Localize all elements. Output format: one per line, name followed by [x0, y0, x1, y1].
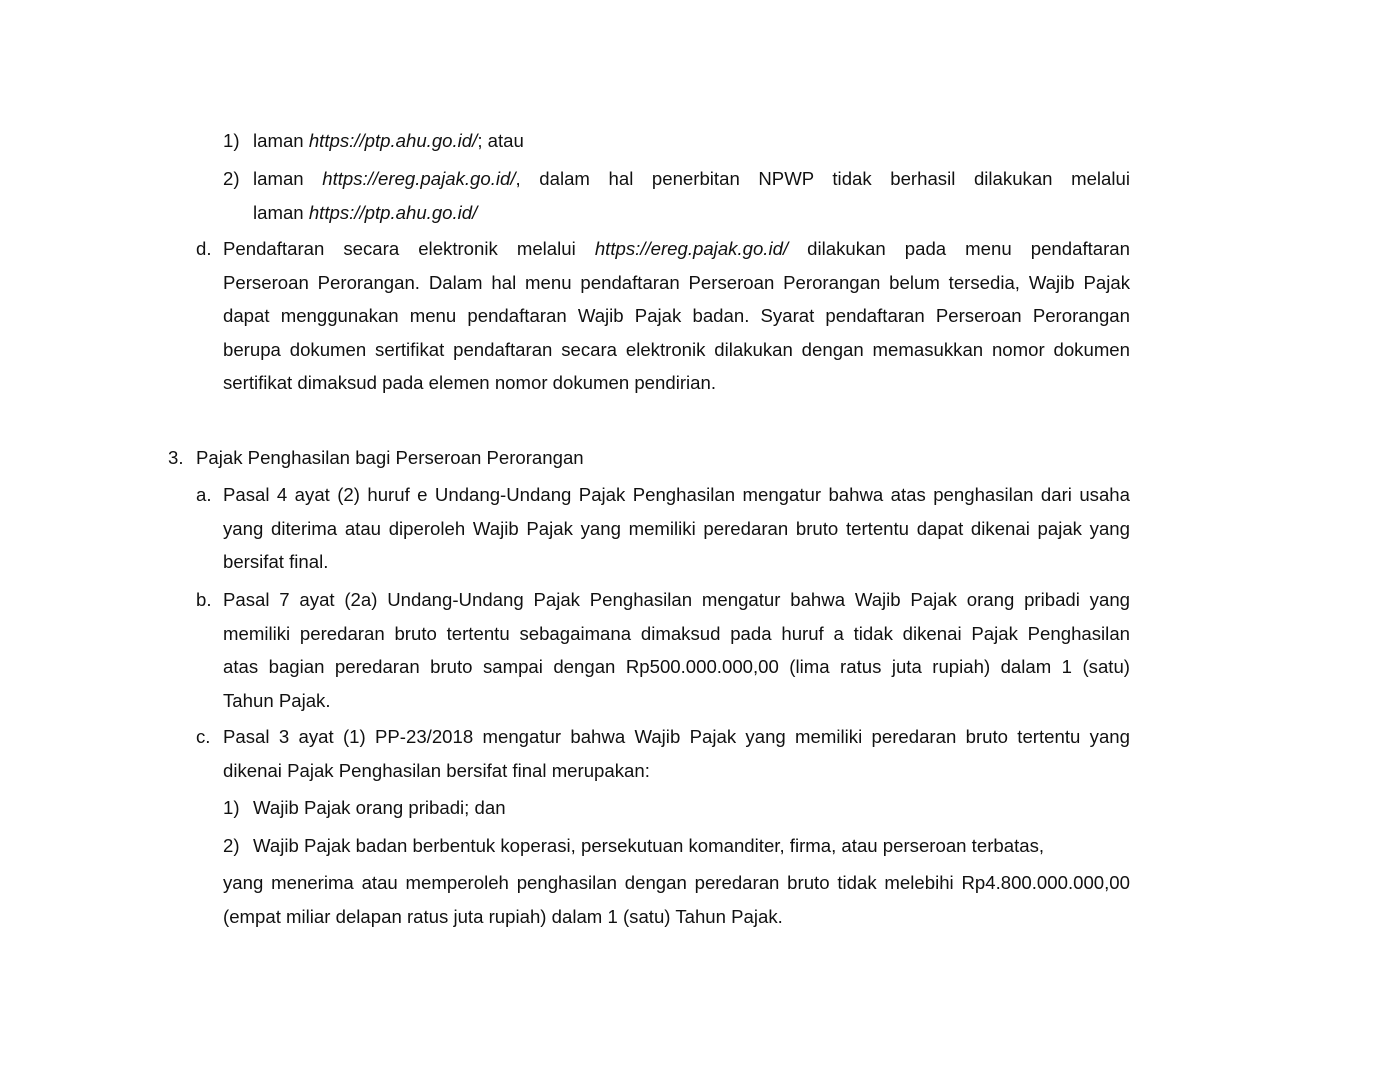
list-item [223, 232, 1130, 400]
list-item-text: Wajib Pajak badan berbentuk koperasi, persekutuan komanditer, firma, atau perseroan terbatas, [253, 835, 1045, 856]
paragraph-line: yang diterima atau diperoleh Wajib Pajak yang memiliki peredaran bruto tertentu dapat dikenai pajak yang [223, 517, 1130, 539]
paragraph-line: Pasal 3 ayat (1) PP-23/2018 mengatur bahwa Wajib Pajak yang memiliki peredaran bruto tertentu yang [223, 726, 1130, 747]
paragraph-line: Tahun Pajak. [223, 689, 331, 711]
list-item-text: laman [253, 130, 309, 151]
paragraph-text: Pendaftaran secara elektronik melalui [223, 238, 595, 259]
list-item-text: laman [253, 201, 309, 223]
list-item [253, 124, 524, 158]
url-link[interactable]: https://ptp.ahu.go.id/ [308, 130, 478, 151]
paragraph-line: yang menerima atau memperoleh penghasilan dengan peredaran bruto tidak melebihi Rp4.800.000.000,00 [223, 872, 1130, 893]
paragraph-line: (empat miliar delapan ratus juta rupiah) dalam 1 (satu) Tahun Pajak. [223, 905, 783, 927]
section-title: Pajak Penghasilan bagi Perseroan Perorangan [196, 447, 584, 468]
paragraph-line: Perseroan Perorangan. Dalam hal menu pendaftaran Perseroan Perorangan belum tersedia, Wajib Pajak [223, 271, 1130, 293]
list-marker: b. [196, 589, 212, 610]
closing-paragraph [223, 866, 1130, 933]
list-item [253, 162, 1130, 229]
paragraph-line: atas bagian peredaran bruto sampai dengan Rp500.000.000,00 (lima ratus juta rupiah) dalam 1 (satu) [223, 656, 1130, 677]
list-item [223, 583, 1130, 717]
list-marker: 1) [223, 797, 240, 818]
list-marker: 2) [223, 835, 240, 856]
list-marker: d. [196, 238, 212, 259]
list-item-text: laman [253, 168, 323, 189]
list-marker: a. [196, 484, 212, 505]
section-number: 3. [168, 447, 184, 468]
list-item [223, 478, 1130, 579]
list-marker: 2) [223, 168, 240, 189]
url-link[interactable]: https://ereg.pajak.go.id/ [594, 238, 789, 259]
paragraph-line: sertifikat dimaksud pada elemen nomor dokumen pendirian. [223, 372, 717, 393]
url-link[interactable]: https://ptp.ahu.go.id/ [308, 201, 478, 223]
list-item-line [253, 162, 1130, 196]
paragraph-line [223, 232, 1130, 266]
paragraph-line: Pasal 4 ayat (2) huruf e Undang-Undang Pajak Penghasilan mengatur bahwa atas penghasilan dari usaha [223, 484, 1130, 505]
list-item-text: , dalam hal penerbitan NPWP tidak berhasil dilakukan melalui [515, 168, 1131, 189]
paragraph-line: bersifat final. [223, 551, 329, 572]
url-link[interactable]: https://ereg.pajak.go.id/ [322, 168, 516, 189]
list-item-line [253, 196, 1130, 230]
list-marker: c. [196, 726, 211, 747]
list-item-text: Wajib Pajak orang pribadi; dan [253, 797, 506, 818]
paragraph-text: dilakukan pada menu pendaftaran [788, 238, 1130, 259]
list-marker: 1) [223, 130, 240, 151]
paragraph-line: memiliki peredaran bruto tertentu sebagaimana dimaksud pada huruf a tidak dikenai Pajak Penghasilan [223, 622, 1130, 644]
list-item-text: ; atau [477, 130, 524, 151]
paragraph-line: dikenai Pajak Penghasilan bersifat final merupakan: [223, 759, 650, 781]
paragraph-line: dapat menggunakan menu pendaftaran Wajib Pajak badan. Syarat pendaftaran Perseroan Perorangan [223, 305, 1130, 326]
paragraph-line: berupa dokumen sertifikat pendaftaran secara elektronik dilakukan dengan memasukkan nomor dokumen [223, 338, 1130, 360]
paragraph-line: Pasal 7 ayat (2a) Undang-Undang Pajak Penghasilan mengatur bahwa Wajib Pajak orang pribadi yang [223, 589, 1130, 610]
list-item [223, 720, 1130, 787]
